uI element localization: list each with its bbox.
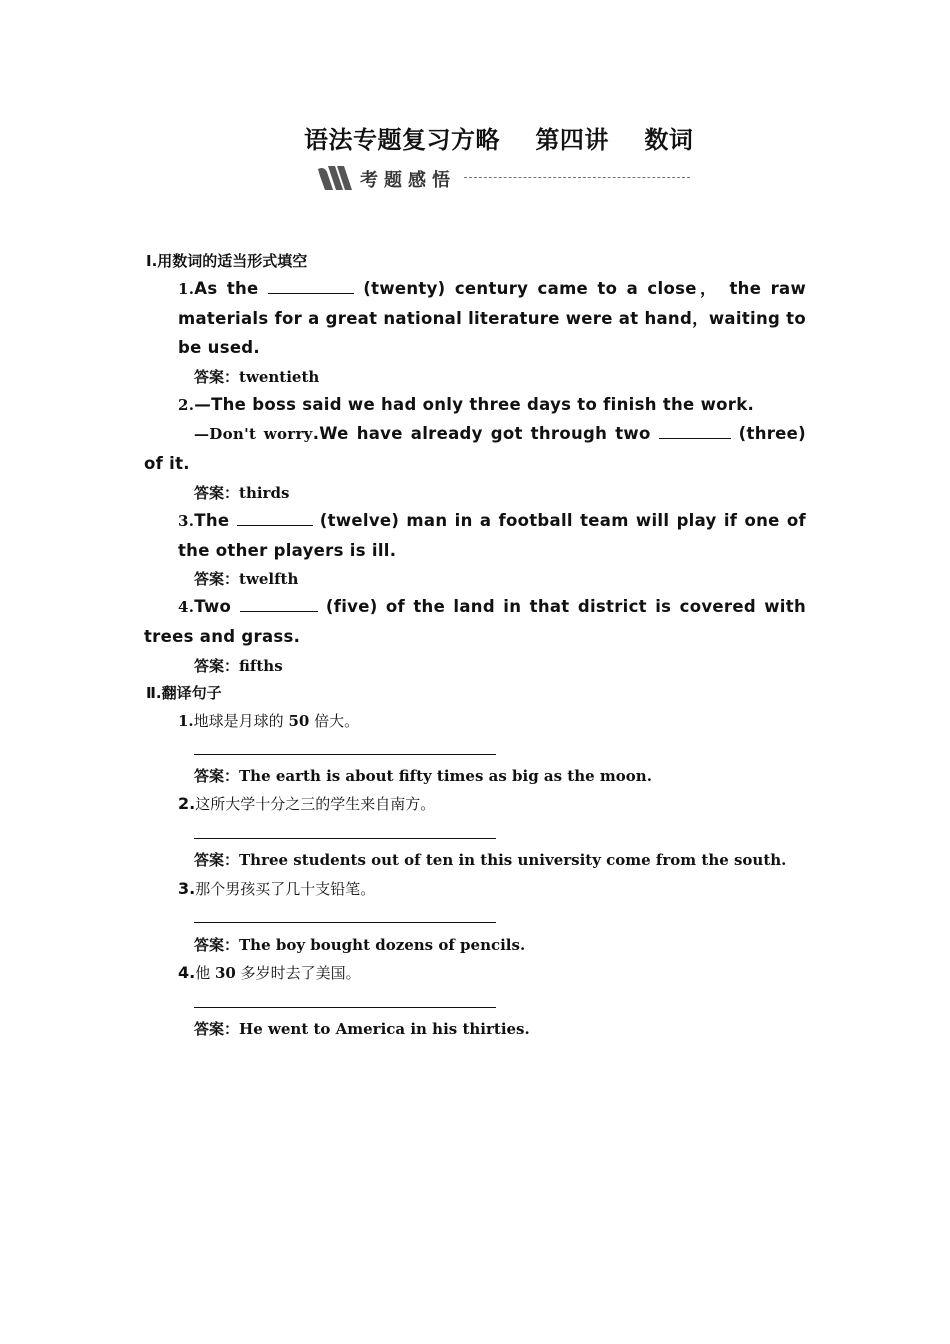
section-heading-2: Ⅱ.翻译句子 xyxy=(146,684,222,702)
translation-4: 4.他 30 多岁时去了美国。 xyxy=(178,963,361,982)
question-3: 3.The (twelve) man in a football team will play if one of the other players is ill. xyxy=(178,511,806,560)
answer-line[interactable] xyxy=(194,922,496,923)
dashed-rule xyxy=(464,177,690,178)
page-title: 语法专题复习方略 第四讲 数词 xyxy=(304,125,694,154)
stripes-logo-icon xyxy=(318,166,354,190)
section-heading-1: Ⅰ.用数词的适当形式填空 xyxy=(146,252,308,270)
answer-blank[interactable] xyxy=(268,277,354,294)
translation-answer-2: 答案：Three students out of ten in this university come from the south. xyxy=(194,851,787,869)
translation-1: 1.地球是月球的 50 倍大。 xyxy=(178,712,360,730)
question-2-line-1: 2.—The boss said we had only three days to finish the work. xyxy=(178,395,755,414)
question-4: 4.Two (five) of the land in that district is covered with trees and grass. xyxy=(144,597,806,646)
question-2-line-2: —Don't worry.We have already got through two (three) of it. xyxy=(144,424,807,473)
answer-line[interactable] xyxy=(194,1007,496,1008)
answer-line[interactable] xyxy=(194,838,496,839)
translation-answer-1: 答案：The earth is about fifty times as big as the moon. xyxy=(194,767,652,785)
translation-2: 2.这所大学十分之三的学生来自南方。 xyxy=(178,794,436,813)
section-banner xyxy=(318,164,690,192)
answer-4: 答案：fifths xyxy=(194,657,283,675)
banner-label: 考题感悟 xyxy=(360,170,456,191)
translation-answer-4: 答案：He went to America in his thirties. xyxy=(194,1020,530,1038)
question-1: 1.As the (twenty) century came to a close， the raw materials for a great national literature were at hand，waiting to be used. xyxy=(178,279,806,357)
answer-1: 答案：twentieth xyxy=(194,368,320,386)
answer-2: 答案：thirds xyxy=(194,484,290,502)
translation-answer-3: 答案：The boy bought dozens of pencils. xyxy=(194,936,526,954)
answer-blank[interactable] xyxy=(240,595,318,612)
translation-3: 3.那个男孩买了几十支铅笔。 xyxy=(178,879,376,898)
answer-blank[interactable] xyxy=(659,422,731,439)
answer-3: 答案：twelfth xyxy=(194,570,299,588)
answer-blank[interactable] xyxy=(237,509,313,526)
answer-line[interactable] xyxy=(194,754,496,755)
